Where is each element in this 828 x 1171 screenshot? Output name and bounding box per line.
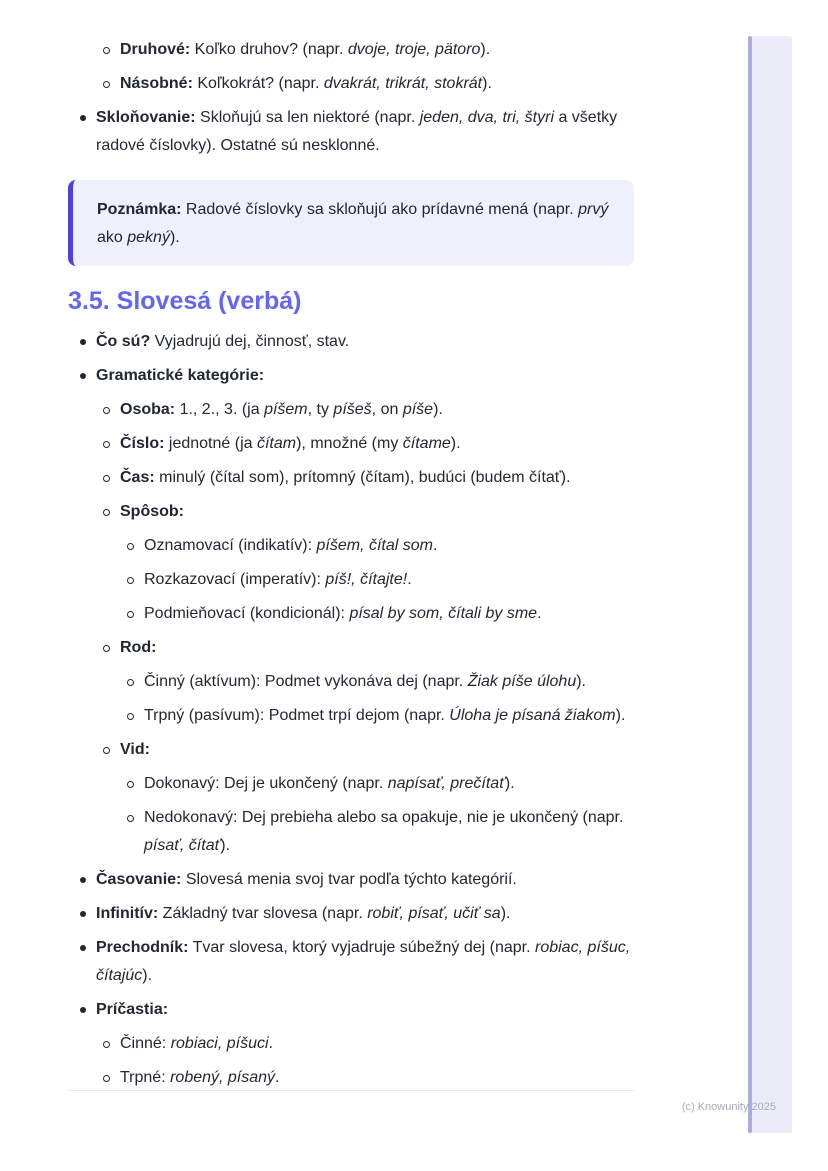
list-item-text [120,503,184,520]
bullet-circle-icon [127,543,134,550]
bullet-circle-icon [103,475,110,482]
bullet-circle-icon [127,679,134,686]
list-item-text [96,109,617,154]
bullet-circle-icon [127,815,134,822]
text-segment: Skloňovanie: [96,109,196,126]
footer-divider [68,1090,634,1091]
list-item [68,566,634,594]
list-item-text [144,605,542,622]
list-item-text [120,469,571,486]
text-segment: , on [371,401,403,418]
list-item [68,634,634,662]
list-item-text [144,707,625,724]
text-segment: Koľkokrát? (napr. [192,75,324,92]
text-segment: Časovanie: [96,871,182,888]
list-item-text [96,1001,168,1018]
text-segment: Čas: [120,469,155,486]
bullet-disc-icon [80,1007,86,1013]
text-segment: . [407,571,412,588]
bullet-circle-icon [127,577,134,584]
text-segment: , ty [307,401,334,418]
text-segment: Slovesá menia svoj tvar podľa týchto kategórií. [181,871,517,888]
text-segment: Činné: [120,1035,171,1052]
text-segment: Úloha je písaná žiakom [449,707,616,724]
bullet-circle-icon [103,1075,110,1082]
bullet-disc-icon [80,373,86,379]
list-item [68,900,634,928]
list-item [68,934,634,990]
text-segment: ). [142,967,153,984]
text-segment: píše [402,401,434,418]
list-item [68,396,634,424]
list-item-text [96,905,510,922]
text-segment: jednotné (ja [164,435,257,452]
text-segment: . [432,537,438,554]
list-item-text [144,537,437,554]
section-heading: 3.5. Slovesá (verbá) [68,287,302,315]
text-segment: ako [97,229,128,246]
list-item-text [120,1035,273,1052]
bullet-circle-icon [127,781,134,788]
bullet-disc-icon [80,115,86,121]
text-segment: Príčastia: [96,1001,169,1018]
text-segment: Oznamovací (indikatív): [144,537,317,554]
list-item [68,104,634,160]
document-body [68,30,634,1098]
list-item [68,70,634,98]
text-segment: píšeš [333,401,372,418]
text-segment: Druhové: [120,41,191,58]
text-segment: Nedokonavý: Dej prebieha alebo sa opakuje, nie je ukončený (napr. [144,809,624,826]
list-item [68,1064,634,1092]
text-segment: ). [500,905,511,922]
bullet-disc-icon [80,339,86,345]
bullet-circle-icon [103,47,110,54]
text-segment: Skloňujú sa len niektoré (napr. [195,109,420,126]
text-segment: ). [482,75,492,92]
list-item [68,770,634,798]
text-segment: . [268,1035,273,1052]
text-segment: Trpný (pasívum): Podmet trpí dejom (napr. [144,707,450,724]
text-segment: ). [433,401,443,418]
text-segment: píšem [264,401,308,418]
text-segment: píš!, čítajte! [325,571,408,588]
text-segment: Trpné: [120,1069,171,1086]
text-segment: Násobné: [120,75,193,92]
list-item [68,532,634,560]
list-item-text [120,741,150,758]
bullet-circle-icon [103,645,110,652]
text-segment: dvakrát, trikrát, stokrát [323,75,483,92]
text-segment: Vid: [120,741,150,758]
text-segment: pekný [127,229,170,246]
list-item-text [120,639,156,656]
text-segment: . [537,605,542,622]
text-segment: ). [615,707,626,724]
text-segment: Základný tvar slovesa (napr. [158,905,368,922]
text-segment: napísať, prečítať [387,775,505,792]
list-item-text [96,939,630,984]
list-item [68,498,634,526]
list-item-text [120,41,490,58]
text-segment: Radové číslovky sa skloňujú ako prídavné mená (napr. [181,201,579,218]
bullet-circle-icon [103,407,110,414]
text-segment: ). [480,41,491,58]
text-segment: Tvar slovesa, ktorý vyjadruje súbežný dej (napr. [188,939,535,956]
text-segment: píšem, čítal som [316,537,433,554]
list-item [68,736,634,764]
text-segment: Vyjadrujú dej, činnosť, stav. [150,333,350,350]
text-segment: jeden, dva, tri, štyri [419,109,554,126]
list-item-text [120,75,492,92]
text-segment: Rod: [120,639,157,656]
list-item-text [96,871,517,888]
list-item-text [144,775,515,792]
text-segment: robiť, písať, učiť sa [367,905,501,922]
text-segment: ). [220,837,231,854]
scrollbar-thumb[interactable] [748,36,752,1133]
list-item [68,702,634,730]
text-segment: Infinitív: [96,905,159,922]
list-item-text [96,333,349,350]
text-segment: ). [450,435,461,452]
list-item [68,866,634,894]
text-segment: Koľko druhov? (napr. [190,41,348,58]
text-segment: Čo sú? [96,333,151,350]
bullet-circle-icon [103,1041,110,1048]
list-item [68,328,634,356]
text-segment: dvoje, troje, pätoro [347,41,481,58]
text-segment: čítame [402,435,451,452]
text-segment: . [275,1069,280,1086]
list-item [68,1030,634,1058]
text-segment: prvý [578,201,609,218]
list-item-text [120,435,461,452]
list-item [68,804,634,860]
text-segment: Dokonavý: Dej je ukončený (napr. [144,775,388,792]
list-item-text [144,809,623,854]
bullet-disc-icon [80,911,86,917]
bullet-circle-icon [103,81,110,88]
bullet-disc-icon [80,945,86,951]
text-segment: písať, čítať [144,837,221,854]
list-item-text [144,571,412,588]
text-segment: ). [169,229,180,246]
text-segment: Žiak píše úlohu [467,673,577,690]
text-segment: Osoba: [120,401,176,418]
text-segment: robiaci, píšuci [170,1035,269,1052]
bullet-circle-icon [103,509,110,516]
list-item-text [120,401,443,418]
text-segment: robiac, píšuc, čítajúc [96,939,631,984]
bullet-circle-icon [127,611,134,618]
text-segment: a všetky radové číslovky). Ostatné sú nesklonné. [96,109,618,154]
text-segment: 1., 2., 3. (ja [175,401,265,418]
list-item [68,36,634,64]
text-segment: minulý (čítal som), prítomný (čítam), budúci (budem čítať). [154,469,571,486]
text-segment: čítam [256,435,297,452]
bullet-circle-icon [103,441,110,448]
list-item-text [120,1069,280,1086]
text-segment: Spôsob: [120,503,184,520]
text-segment: Prechodník: [96,939,189,956]
text-segment: Číslo: [120,435,165,452]
list-item [68,600,634,628]
list-item [68,430,634,458]
text-segment: Poznámka: [97,201,182,218]
note-callout [68,180,634,266]
text-segment: ), množné (my [296,435,403,452]
text-segment: Činný (aktívum): Podmet vykonáva dej (napr. [144,673,468,690]
list-item-text [144,673,586,690]
footer-copyright: (c) Knowunity 2025 [681,1101,776,1113]
text-segment: písal by som, čítali by sme [349,605,538,622]
bullet-circle-icon [127,713,134,720]
scrollbar-track[interactable] [748,36,792,1133]
list-item-text [96,367,264,384]
text-segment: ). [576,673,586,690]
list-item [68,362,634,390]
bullet-circle-icon [103,747,110,754]
list-item [68,668,634,696]
text-segment: Rozkazovací (imperatív): [144,571,326,588]
text-segment: ). [504,775,515,792]
list-item [68,996,634,1024]
list-item [68,464,634,492]
text-segment: robený, písaný [170,1069,276,1086]
bullet-disc-icon [80,877,86,883]
text-segment: Gramatické kategórie: [96,367,265,384]
text-segment: Podmieňovací (kondicionál): [144,605,350,622]
